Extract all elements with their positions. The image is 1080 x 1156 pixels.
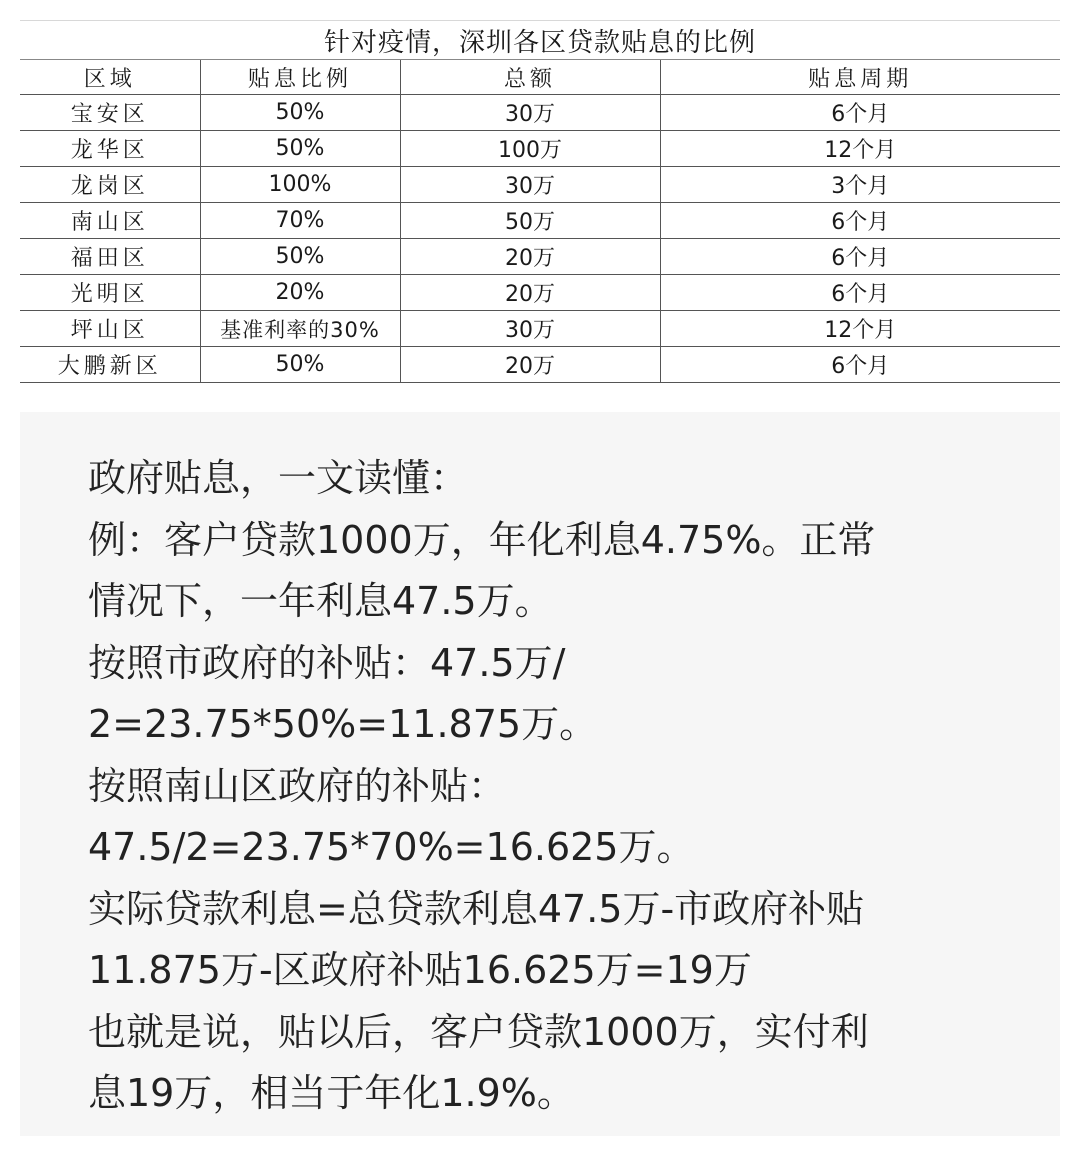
note-line: 也就是说，贴以后，客户贷款1000万，实付利: [88, 1009, 869, 1054]
total-cell: 50万: [400, 203, 660, 239]
table-row: [20, 167, 1060, 203]
note-line: 情况下，一年利息47.5万。: [88, 579, 553, 623]
period-cell: 3个月: [660, 167, 1060, 203]
total-cell: 30万: [400, 311, 660, 347]
table-row: [20, 131, 1060, 167]
period-cell: 6个月: [660, 347, 1060, 383]
table-row: [20, 347, 1060, 383]
total-cell: 20万: [400, 275, 660, 311]
ratio-cell: 基准利率的30%: [200, 311, 400, 347]
header-district: 区域: [20, 60, 200, 95]
period-cell: 6个月: [660, 95, 1060, 131]
total-cell: 20万: [400, 347, 660, 383]
note-line: 47.5/2=23.75*70%=16.625万。: [88, 825, 695, 869]
district-cell: 南山区: [20, 203, 200, 239]
table-row: [20, 239, 1060, 275]
subsidy-table-section: [20, 20, 1060, 383]
district-cell: 宝安区: [20, 95, 200, 131]
note-heading: 政府贴息，一文读懂：: [88, 456, 469, 500]
district-cell: 龙华区: [20, 131, 200, 167]
note-line: 按照市政府的补贴：47.5万/: [88, 640, 566, 685]
note-line: 息19万，相当于年化1.9%。: [88, 1071, 575, 1115]
ratio-cell: 50%: [200, 131, 400, 167]
district-cell: 福田区: [20, 239, 200, 275]
header-period: 贴息周期: [660, 60, 1060, 95]
period-cell: 12个月: [660, 311, 1060, 347]
ratio-cell: 70%: [200, 203, 400, 239]
total-cell: 30万: [400, 95, 660, 131]
table-row: [20, 275, 1060, 311]
table-row: [20, 203, 1060, 239]
period-cell: 6个月: [660, 239, 1060, 275]
ratio-cell: 20%: [200, 275, 400, 311]
total-cell: 30万: [400, 167, 660, 203]
ratio-cell: 50%: [200, 95, 400, 131]
table-header-row: [20, 60, 1060, 95]
district-cell: 光明区: [20, 275, 200, 311]
note-line: 例：客户贷款1000万，年化利息4.75%。正常: [88, 517, 876, 562]
explanation-note: [20, 412, 1060, 1136]
header-total: 总额: [400, 60, 660, 95]
period-cell: 6个月: [660, 275, 1060, 311]
ratio-cell: 50%: [200, 239, 400, 275]
note-line: 2=23.75*50%=11.875万。: [88, 702, 598, 746]
district-cell: 龙岗区: [20, 167, 200, 203]
period-cell: 6个月: [660, 203, 1060, 239]
header-ratio: 贴息比例: [200, 60, 400, 95]
note-line: 11.875万-区政府补贴16.625万=19万: [88, 948, 752, 992]
district-cell: 大鹏新区: [20, 347, 200, 383]
table-title: 针对疫情，深圳各区贷款贴息的比例: [20, 21, 1060, 60]
table-row: [20, 95, 1060, 131]
note-line: 实际贷款利息=总贷款利息47.5万-市政府补贴: [88, 886, 865, 931]
ratio-cell: 100%: [200, 167, 400, 203]
table-row: [20, 311, 1060, 347]
note-line: 按照南山区政府的补贴：: [88, 763, 507, 808]
subsidy-table: [20, 20, 1060, 383]
table-title-row: [20, 21, 1060, 60]
total-cell: 20万: [400, 239, 660, 275]
district-cell: 坪山区: [20, 311, 200, 347]
ratio-cell: 50%: [200, 347, 400, 383]
period-cell: 12个月: [660, 131, 1060, 167]
total-cell: 100万: [400, 131, 660, 167]
